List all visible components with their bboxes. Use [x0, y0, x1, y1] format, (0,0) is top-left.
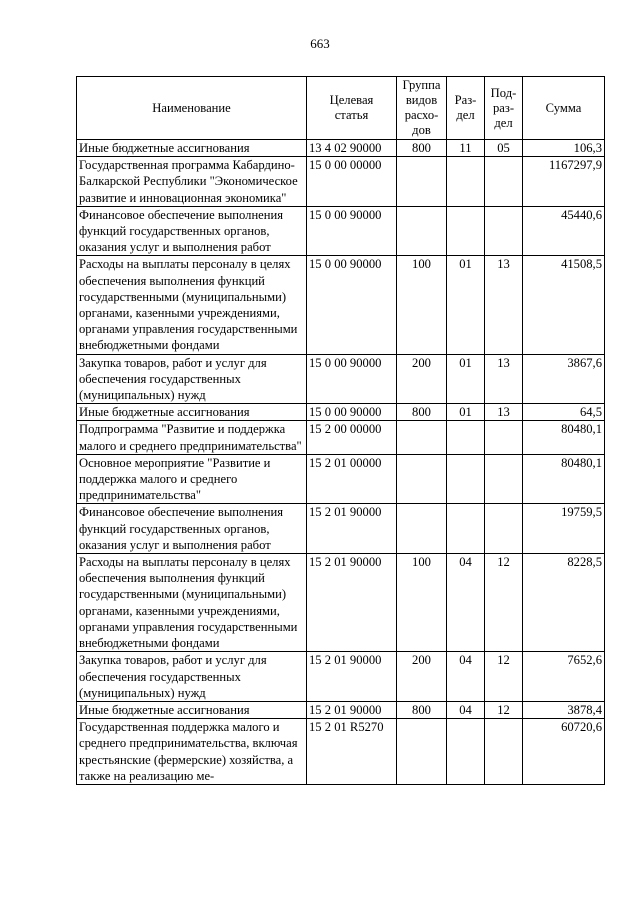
cell-target: 15 2 01 90000: [307, 701, 397, 718]
cell-target: 15 0 00 90000: [307, 354, 397, 404]
cell-target: 15 0 00 90000: [307, 404, 397, 421]
table-row: [77, 404, 605, 421]
cell-sum: 19759,5: [523, 504, 605, 554]
cell-subsection: [485, 504, 523, 554]
cell-subsection: 13: [485, 404, 523, 421]
cell-target: 15 2 01 90000: [307, 554, 397, 652]
cell-target: 15 2 01 90000: [307, 652, 397, 702]
cell-name: Основное мероприятие "Развитие и поддержка малого и среднего предпринимательства": [77, 454, 307, 504]
table-row: [77, 206, 605, 256]
cell-target: 15 2 01 90000: [307, 504, 397, 554]
table-row: [77, 256, 605, 354]
cell-subsection: [485, 157, 523, 207]
cell-section: [447, 206, 485, 256]
cell-target: 15 2 00 00000: [307, 421, 397, 454]
table-row: [77, 719, 605, 785]
cell-subsection: 12: [485, 701, 523, 718]
table-row: [77, 157, 605, 207]
cell-group: [397, 421, 447, 454]
cell-sum: 106,3: [523, 140, 605, 157]
budget-table: [76, 76, 605, 785]
cell-subsection: 12: [485, 554, 523, 652]
cell-subsection: [485, 454, 523, 504]
header-group: Группа видов расхо- дов: [397, 77, 447, 140]
cell-sum: 7652,6: [523, 652, 605, 702]
cell-group: [397, 157, 447, 207]
cell-sum: 8228,5: [523, 554, 605, 652]
table-row: [77, 652, 605, 702]
cell-section: 04: [447, 701, 485, 718]
cell-group: [397, 504, 447, 554]
cell-section: [447, 454, 485, 504]
cell-section: 11: [447, 140, 485, 157]
cell-group: 200: [397, 354, 447, 404]
table-row: [77, 454, 605, 504]
header-section: Раз- дел: [447, 77, 485, 140]
table-row: [77, 504, 605, 554]
cell-section: 04: [447, 652, 485, 702]
cell-name: Финансовое обеспечение выполнения функций государственных органов, оказания услуг и выполнения работ: [77, 504, 307, 554]
cell-group: [397, 206, 447, 256]
cell-name: Закупка товаров, работ и услуг для обеспечения государственных (муниципальных) нужд: [77, 354, 307, 404]
cell-section: [447, 421, 485, 454]
cell-name: Государственная программа Кабардино-Балкарской Республики "Экономическое развитие и инновационная экономика": [77, 157, 307, 207]
cell-group: 800: [397, 404, 447, 421]
cell-section: 01: [447, 404, 485, 421]
cell-section: 04: [447, 554, 485, 652]
table-body: [77, 140, 605, 785]
cell-target: 15 0 00 90000: [307, 206, 397, 256]
cell-section: 01: [447, 354, 485, 404]
cell-name: Финансовое обеспечение выполнения функций государственных органов, оказания услуг и выполнения работ: [77, 206, 307, 256]
cell-name: Расходы на выплаты персоналу в целях обеспечения выполнения функций государственными (муниципальными) органами, казенными учреждениями, органами управления государственными внебюджетными фондами: [77, 256, 307, 354]
cell-sum: 80480,1: [523, 421, 605, 454]
table-row: [77, 554, 605, 652]
cell-target: 13 4 02 90000: [307, 140, 397, 157]
cell-target: 15 0 00 90000: [307, 256, 397, 354]
cell-target: 15 2 01 00000: [307, 454, 397, 504]
table-header-row: [77, 77, 605, 140]
cell-subsection: 05: [485, 140, 523, 157]
cell-section: [447, 719, 485, 785]
cell-sum: 1167297,9: [523, 157, 605, 207]
cell-name: Государственная поддержка малого и среднего предпринимательства, включая крестьянские (фермерские) хозяйства, а также на реализацию ме-: [77, 719, 307, 785]
cell-subsection: [485, 719, 523, 785]
header-target: Целевая статья: [307, 77, 397, 140]
cell-target: 15 0 00 00000: [307, 157, 397, 207]
cell-name: Закупка товаров, работ и услуг для обеспечения государственных (муниципальных) нужд: [77, 652, 307, 702]
cell-group: 200: [397, 652, 447, 702]
cell-group: 800: [397, 140, 447, 157]
cell-group: 100: [397, 554, 447, 652]
cell-section: [447, 157, 485, 207]
table-row: [77, 421, 605, 454]
cell-sum: 3867,6: [523, 354, 605, 404]
header-sum: Сумма: [523, 77, 605, 140]
cell-subsection: 13: [485, 354, 523, 404]
header-name: Наименование: [77, 77, 307, 140]
cell-sum: 60720,6: [523, 719, 605, 785]
cell-group: 800: [397, 701, 447, 718]
cell-sum: 64,5: [523, 404, 605, 421]
page-number: 663: [310, 36, 330, 51]
cell-section: 01: [447, 256, 485, 354]
cell-subsection: 13: [485, 256, 523, 354]
header-subsection: Под- раз- дел: [485, 77, 523, 140]
cell-name: Подпрограмма "Развитие и поддержка малого и среднего предпринимательства": [77, 421, 307, 454]
cell-name: Иные бюджетные ассигнования: [77, 701, 307, 718]
cell-section: [447, 504, 485, 554]
cell-sum: 80480,1: [523, 454, 605, 504]
cell-target: 15 2 01 R5270: [307, 719, 397, 785]
cell-sum: 3878,4: [523, 701, 605, 718]
cell-name: Иные бюджетные ассигнования: [77, 140, 307, 157]
cell-name: Иные бюджетные ассигнования: [77, 404, 307, 421]
cell-sum: 41508,5: [523, 256, 605, 354]
cell-name: Расходы на выплаты персоналу в целях обеспечения выполнения функций государственными (муниципальными) органами, казенными учреждениями, органами управления государственными внебюджетными фондами: [77, 554, 307, 652]
cell-subsection: 12: [485, 652, 523, 702]
cell-group: [397, 454, 447, 504]
cell-subsection: [485, 206, 523, 256]
cell-group: [397, 719, 447, 785]
table-row: [77, 354, 605, 404]
cell-sum: 45440,6: [523, 206, 605, 256]
table-row: [77, 701, 605, 718]
cell-group: 100: [397, 256, 447, 354]
table-row: [77, 140, 605, 157]
cell-subsection: [485, 421, 523, 454]
